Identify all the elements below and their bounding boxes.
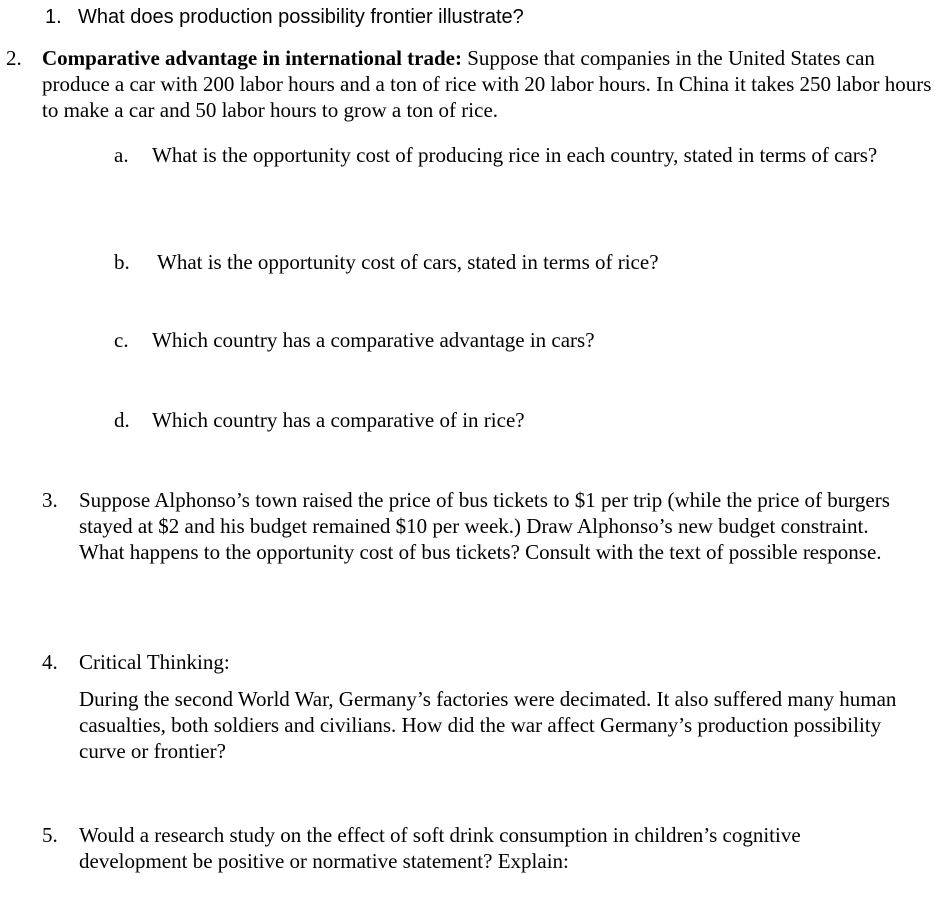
- question-2b-letter: b.: [114, 250, 130, 274]
- question-2a-letter: a.: [114, 143, 129, 167]
- question-2a-text: What is the opportunity cost of producing rice in each country, stated in terms of cars?: [152, 143, 878, 167]
- question-2-text: Suppose that companies in the United States can produce a car with 200 labor hours and a ton of rice with 20 labor hours. In China it takes 250 labor hours to make a car and 50 labor hours to grow a ton of rice.: [42, 46, 932, 122]
- question-2d-text: Which country has a comparative of in rice?: [152, 408, 525, 432]
- question-3-number: 3.: [42, 488, 58, 512]
- question-4-number: 4.: [42, 650, 58, 674]
- question-2-body: [6, 45, 936, 123]
- question-2-number: 2.: [6, 46, 22, 70]
- question-1-number: 1.: [45, 6, 62, 28]
- question-4-title: Critical Thinking:: [79, 650, 230, 674]
- question-2-title: Comparative advantage in international trade:: [42, 46, 462, 70]
- question-2c-letter: c.: [114, 328, 129, 352]
- question-2b: [114, 249, 934, 275]
- question-2a: [114, 142, 934, 168]
- question-3: [42, 487, 902, 565]
- question-2c: [114, 327, 934, 353]
- question-2c-text: Which country has a comparative advantage in cars?: [152, 328, 595, 352]
- question-5-number: 5.: [42, 823, 58, 847]
- question-5-text: Would a research study on the effect of soft drink consumption in children’s cognitive development be positive or normative statement? Explain:: [79, 823, 801, 873]
- question-4: [42, 649, 902, 675]
- question-2: [6, 45, 936, 123]
- question-2b-text: What is the opportunity cost of cars, stated in terms of rice?: [157, 250, 659, 274]
- question-4-text: During the second World War, Germany’s factories were decimated. It also suffered many human casualties, both soldiers and civilians. How did the war affect Germany’s production possibility curve or frontier?: [79, 687, 897, 763]
- question-5: [42, 822, 902, 874]
- question-2d-letter: d.: [114, 408, 130, 432]
- question-2d: [114, 407, 934, 433]
- question-1: [45, 4, 925, 30]
- question-1-text: What does production possibility frontier illustrate?: [78, 6, 524, 28]
- question-3-text: Suppose Alphonso’s town raised the price of bus tickets to $1 per trip (while the price of burgers stayed at $2 and his budget remained $10 per week.) Draw Alphonso’s new budget constraint. What happens to the opportunity cost of bus tickets? Consult with the text of possible response.: [79, 488, 890, 564]
